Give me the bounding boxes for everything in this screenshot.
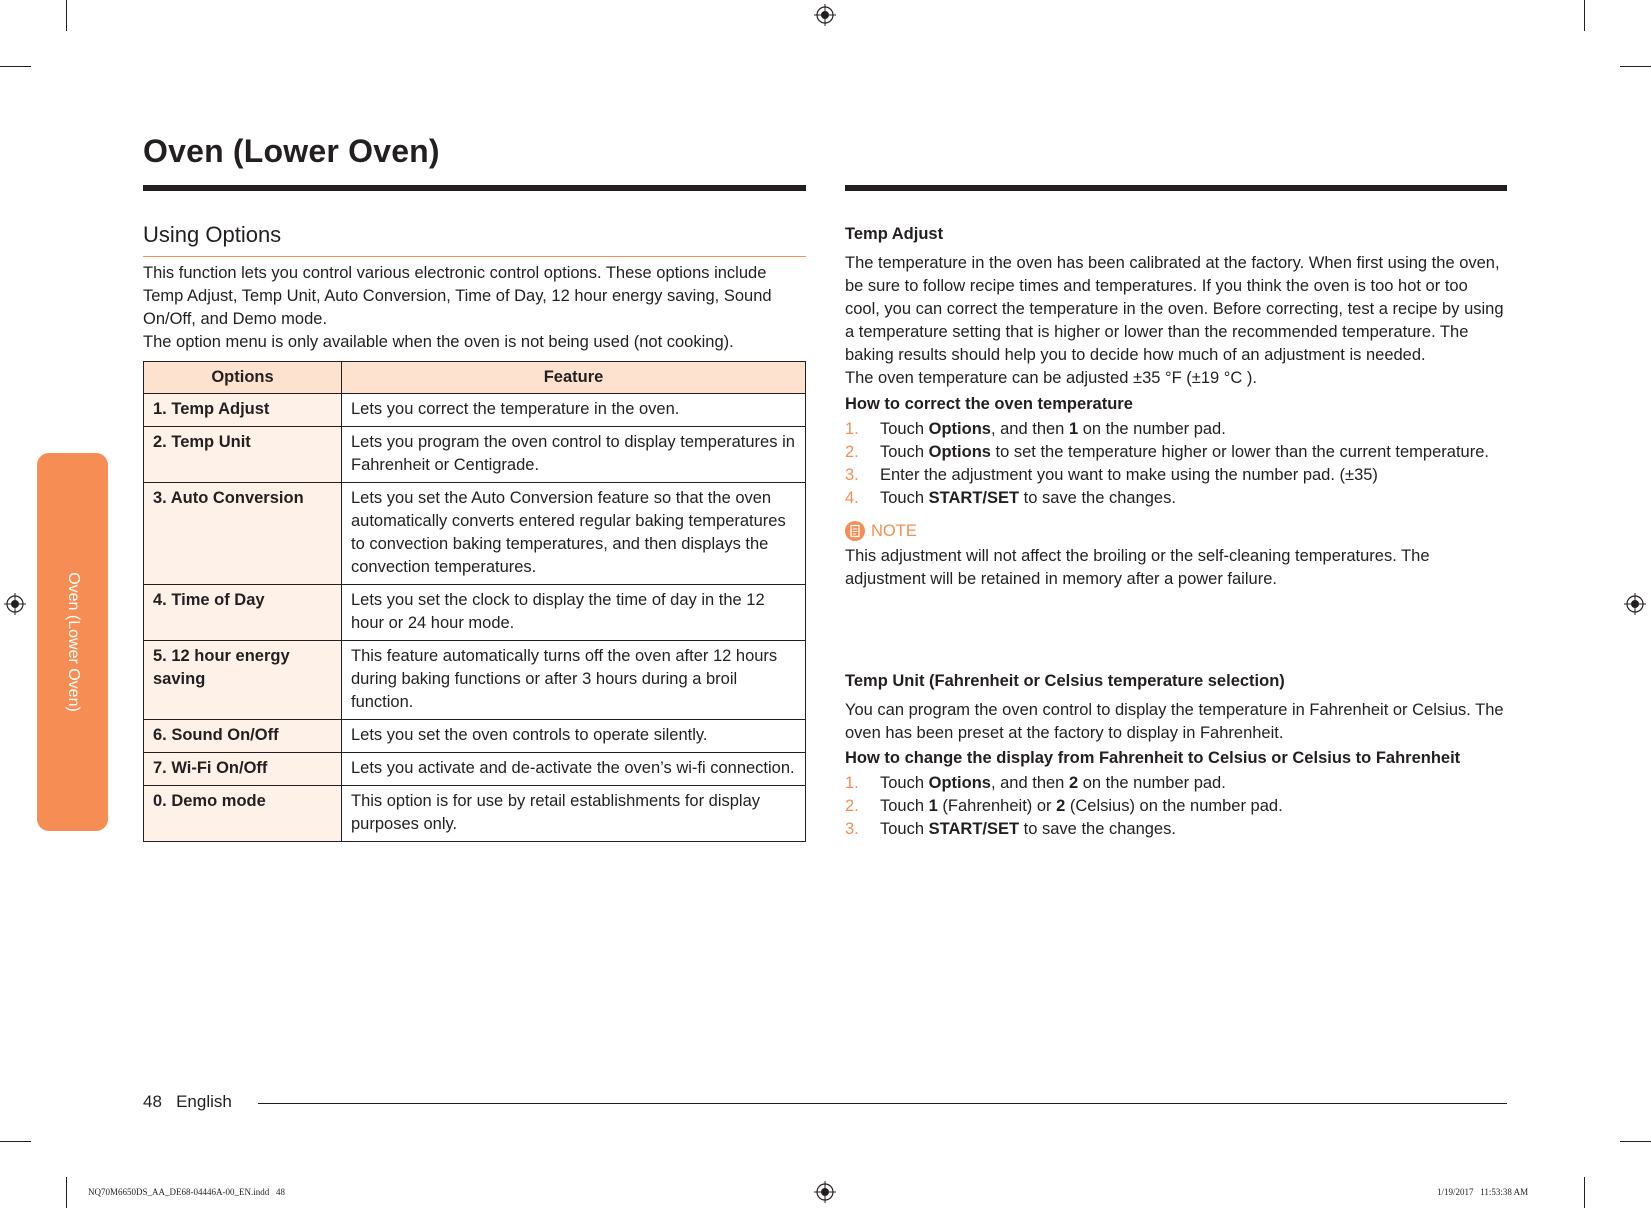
option-cell: 3. Auto Conversion <box>144 483 342 585</box>
step-number: 4. <box>845 489 859 507</box>
table-header-feature: Feature <box>342 362 806 394</box>
step-number: 3. <box>845 820 859 838</box>
step-number: 1. <box>845 420 859 438</box>
step-text: Touch <box>880 420 929 438</box>
option-cell: 4. Time of Day <box>144 585 342 641</box>
step-text: Touch <box>880 820 929 838</box>
intro-paragraph: This function lets you control various electronic control options. These options include Temp Adjust, Temp Unit, Auto Conversion, Time of Day, 12 hour energy saving, Sound On/Off, and Demo mode. <box>143 264 772 328</box>
temp-unit-section <box>845 670 1505 841</box>
list-item <box>845 464 1505 487</box>
step-text: Touch <box>880 489 929 507</box>
intro-text <box>143 262 808 354</box>
crop-mark-tl-h <box>0 66 31 67</box>
intro-note: The option menu is only available when the oven is not being used (not cooking). <box>143 333 734 351</box>
step-number: 3. <box>845 466 859 484</box>
step-text: (Fahrenheit) or <box>937 797 1057 815</box>
list-item <box>845 772 1505 795</box>
crop-mark-tr-h <box>1620 66 1651 67</box>
crop-mark-bl-h <box>0 1141 31 1142</box>
step-key: Options <box>928 420 991 438</box>
crop-mark-bl-v <box>66 1177 67 1208</box>
temp-adjust-paragraph: The temperature in the oven has been calibrated at the factory. When first using the oven, be sure to follow recipe times and temperatures. If you think the oven is too hot or too cool, you can correct the temperature in the oven. Before correcting, test a recipe by using a temperature setting that is higher or lower than the recommended temperature. The baking results should help you to decide how much of an adjustment is needed. <box>845 254 1504 364</box>
table-row <box>144 786 806 842</box>
note-text: This adjustment will not affect the broiling or the self-cleaning temperatures. The adjustment will be retained in memory after a power failure. <box>845 547 1430 588</box>
step-text: on the number pad. <box>1078 774 1226 792</box>
option-cell: 2. Temp Unit <box>144 427 342 483</box>
temp-unit-paragraph: You can program the oven control to display the temperature in Fahrenheit or Celsius. The oven has been preset at the factory to display in Fahrenheit. <box>845 701 1504 742</box>
side-tab-label: Oven (Lower Oven) <box>64 572 82 712</box>
step-key: 1 <box>1068 420 1079 438</box>
side-tab <box>37 453 108 831</box>
page-number: 48 <box>143 1092 162 1111</box>
title-rule-right <box>845 185 1507 191</box>
step-text: to set the temperature higher or lower than the current temperature. <box>990 443 1489 461</box>
list-item <box>845 818 1505 841</box>
step-key: Options <box>928 774 991 792</box>
step-text: (Celsius) on the number pad. <box>1065 797 1283 815</box>
table-row <box>144 394 806 427</box>
table-row <box>144 641 806 720</box>
section-rule <box>143 256 806 257</box>
table-row <box>144 427 806 483</box>
step-text: , and then <box>990 420 1069 438</box>
step-key: START/SET <box>928 820 1020 838</box>
step-text: Touch <box>880 443 929 461</box>
feature-cell: This option is for use by retail establishments for display purposes only. <box>342 786 806 842</box>
feature-cell: Lets you activate and de-activate the oven’s wi-fi connection. <box>342 753 806 786</box>
temp-adjust-range: The oven temperature can be adjusted ±35 °F (±19 °C ). <box>845 369 1257 387</box>
step-key: Options <box>928 443 991 461</box>
step-text: on the number pad. <box>1078 420 1226 438</box>
slug-timestamp: 1/19/2017 11:53:38 AM <box>1437 1187 1529 1197</box>
temp-unit-howto: How to change the display from Fahrenheit to Celsius or Celsius to Fahrenheit <box>845 749 1461 767</box>
note-heading <box>845 521 1505 541</box>
feature-cell: Lets you program the oven control to display temperatures in Fahrenheit or Centigrade. <box>342 427 806 483</box>
feature-cell: Lets you correct the temperature in the oven. <box>342 394 806 427</box>
options-table <box>143 361 806 842</box>
registration-mark-icon <box>814 1181 836 1203</box>
step-text: to save the changes. <box>1019 820 1176 838</box>
page-language: English <box>176 1092 232 1111</box>
feature-cell: This feature automatically turns off the oven after 12 hours during baking functions or after 3 hours during a broil function. <box>342 641 806 720</box>
temp-adjust-howto: How to correct the oven temperature <box>845 395 1133 413</box>
feature-cell: Lets you set the oven controls to operate silently. <box>342 720 806 753</box>
table-header-row <box>144 362 806 394</box>
list-item <box>845 441 1505 464</box>
note-icon <box>845 521 865 541</box>
step-text: Enter the adjustment you want to make using the number pad. (±35) <box>880 466 1378 484</box>
list-item <box>845 418 1505 441</box>
crop-mark-tr-v <box>1584 0 1585 31</box>
feature-cell: Lets you set the clock to display the time of day in the 12 hour or 24 hour mode. <box>342 585 806 641</box>
title-rule-left <box>143 185 806 191</box>
table-row <box>144 585 806 641</box>
registration-mark-icon <box>4 593 26 615</box>
step-number: 2. <box>845 797 859 815</box>
list-item <box>845 487 1505 510</box>
option-cell: 5. 12 hour energy saving <box>144 641 342 720</box>
feature-cell: Lets you set the Auto Conversion feature so that the oven automatically converts entered regular baking temperatures to convection baking temperatures, and then displays the convection temperatures. <box>342 483 806 585</box>
crop-mark-tl-v <box>66 0 67 31</box>
option-cell: 0. Demo mode <box>144 786 342 842</box>
step-key: 2 <box>1068 774 1079 792</box>
section-heading: Using Options <box>143 222 282 247</box>
step-key: 1 <box>928 797 938 815</box>
temp-unit-heading: Temp Unit (Fahrenheit or Celsius temperature selection) <box>845 672 1285 690</box>
crop-mark-br-h <box>1620 1141 1651 1142</box>
note-label: NOTE <box>871 521 917 540</box>
temp-adjust-heading: Temp Adjust <box>845 225 944 243</box>
footer-rule <box>258 1103 1507 1104</box>
list-item <box>845 795 1505 818</box>
table-header-options: Options <box>144 362 342 394</box>
option-cell: 1. Temp Adjust <box>144 394 342 427</box>
page-footer <box>143 1092 232 1112</box>
table-row <box>144 753 806 786</box>
step-number: 2. <box>845 443 859 461</box>
crop-mark-br-v <box>1584 1177 1585 1208</box>
option-cell: 7. Wi-Fi On/Off <box>144 753 342 786</box>
step-key: 2 <box>1056 797 1066 815</box>
step-text: , and then <box>990 774 1069 792</box>
step-text: Touch <box>880 774 929 792</box>
registration-mark-icon <box>1624 593 1646 615</box>
page-title: Oven (Lower Oven) <box>143 133 440 169</box>
step-text: Touch <box>880 797 929 815</box>
step-number: 1. <box>845 774 859 792</box>
table-row <box>144 720 806 753</box>
registration-mark-icon <box>814 4 836 26</box>
option-cell: 6. Sound On/Off <box>144 720 342 753</box>
step-text: to save the changes. <box>1019 489 1176 507</box>
step-key: START/SET <box>928 489 1020 507</box>
table-row <box>144 483 806 585</box>
slug-filename: NQ70M6650DS_AA_DE68-04446A-00_EN.indd 48 <box>88 1187 285 1197</box>
temp-adjust-section <box>845 223 1505 591</box>
